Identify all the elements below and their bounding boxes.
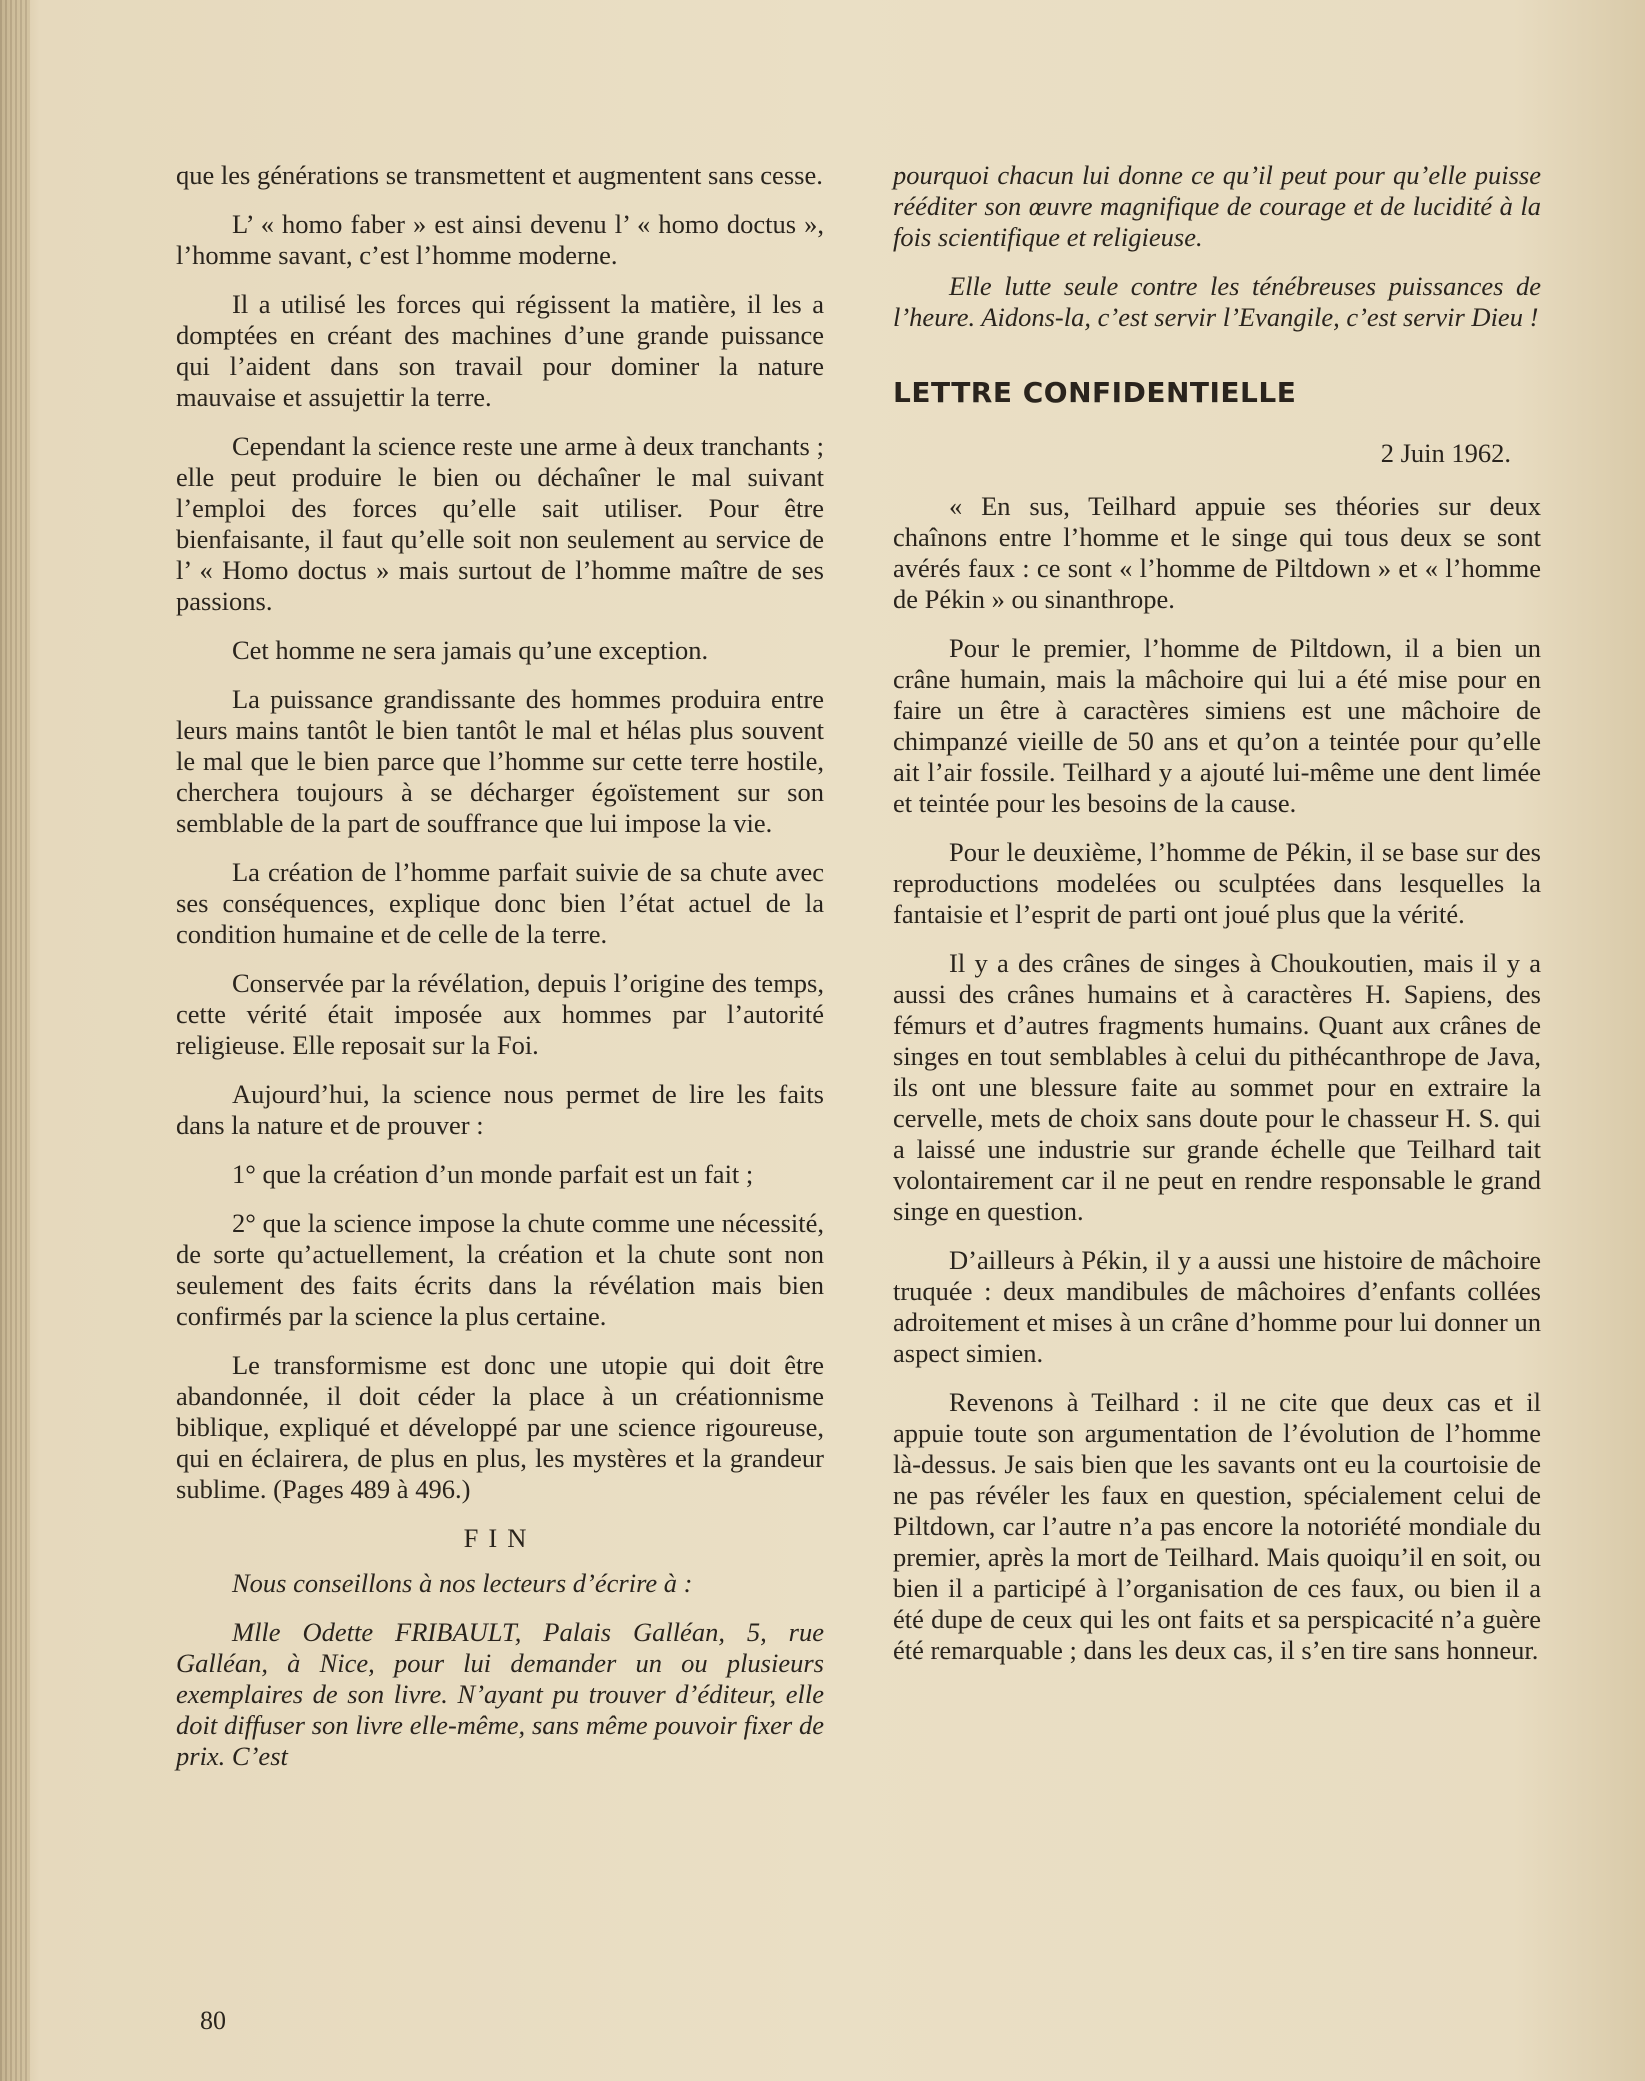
paragraph: Il a utilisé les forces qui régissent la matière, il les a domptées en créant des machines d’une grande puissance qui l’aident dans son travail pour dominer la nature mauvaise et assujettir la terre. [176, 289, 824, 412]
paragraph: Il y a des crânes de singes à Choukoutien, mais il y a aussi des crânes humains et à caractères H. Sapiens, des fémurs et d’autres fragments humains. Quant aux crânes de singes en tout semblables à celui du pithécanthrope de Java, ils ont une blessure faite au sommet pour en extraire la cervelle, mets de choix sans doute pour le chasseur H. S. qui a laissé une industrie sur grande échelle que Teilhard tait volontairement car il ne peut en rendre responsable le grand singe en question. [893, 948, 1541, 1226]
italic-paragraph: Elle lutte seule contre les ténébreuses puissances de l’heure. Aidons-la, c’est servir l’Evangile, c’est servir Dieu ! [893, 271, 1541, 332]
paragraph: D’ailleurs à Pékin, il y a aussi une histoire de mâchoire truquée : deux mandibules de mâchoires d’enfants collées adroitement et mises à un crâne d’homme pour lui donner un aspect simien. [893, 1245, 1541, 1368]
paragraph: « En sus, Teilhard appuie ses théories sur deux chaînons entre l’homme et le singe qui tous deux se sont avérés faux : ce sont « l’homme de Piltdown » et « l’homme de Pékin » ou sinanthrope. [893, 491, 1541, 614]
page-number: 80 [200, 2006, 226, 2035]
paragraph: Pour le deuxième, l’homme de Pékin, il se base sur des reproductions modelées ou sculptées dans lesquelles la fantaisie et l’esprit de parti ont joué plus que la vérité. [893, 837, 1541, 929]
paragraph: Conservée par la révélation, depuis l’origine des temps, cette vérité était imposée aux hommes par l’autorité religieuse. Elle reposait sur la Foi. [176, 968, 824, 1060]
paragraph: Cependant la science reste une arme à deux tranchants ; elle peut produire le bien ou déchaîner le mal suivant l’emploi des forces qu’elle sait utiliser. Pour être bienfaisante, il faut qu’elle soit non seulement au service de l’ « Homo doctus » mais surtout de l’homme maître de ses passions. [176, 431, 824, 616]
paragraph: Le transformisme est donc une utopie qui doit être abandonnée, il doit céder la place à un créationnisme biblique, expliqué et développé par une science rigoureuse, qui en éclairera, de plus en plus, les mystères et la grandeur sublime. (Pages 489 à 496.) [176, 1350, 824, 1504]
paragraph: 1° que la création d’un monde parfait est un fait ; [232, 1159, 754, 1189]
advice-paragraph: Nous conseillons à nos lecteurs d’écrire à : [232, 1568, 693, 1598]
letter-date: 2 Juin 1962. [1380, 438, 1511, 468]
address-paragraph: Mlle Odette FRIBAULT, Palais Galléan, 5, rue Galléan, à Nice, pour lui demander un ou plusieurs exemplaires de son livre. N’ayant pu trouver d’éditeur, elle doit diffuser son livre elle-même, sans même pouvoir fixer de prix. C’est [176, 1617, 824, 1771]
paragraph: La création de l’homme parfait suivie de sa chute avec ses conséquences, explique donc bien l’état actuel de la condition humaine et de celle de la terre. [176, 857, 824, 949]
paragraph: Revenons à Teilhard : il ne cite que deux cas et il appuie toute son argumentation de l’évolution de l’homme là-dessus. Je sais bien que les savants ont eu la courtoisie de ne pas révéler les faux en question, spécialement celui de Piltdown, car l’autre n’a pas encore la notoriété mondiale du premier, après la mort de Teilhard. Mais quoiqu’il en soit, ou bien il a participé à l’organisation de ces faux, ou bien il a été dupe de ceux qui les ont faits et sa perspicacité n’a guère été remarquable ; dans les deux cas, il s’en tire sans honneur. [893, 1387, 1541, 1665]
right-column [893, 160, 1541, 1684]
italic-paragraph: pourquoi chacun lui donne ce qu’il peut pour qu’elle puisse rééditer son œuvre magnifique de courage et de lucidité à la fois scientifique et religieuse. [893, 160, 1541, 252]
paragraph: que les générations se transmettent et augmentent sans cesse. [176, 160, 823, 190]
paragraph: 2° que la science impose la chute comme une nécessité, de sorte qu’actuellement, la création et la chute sont non seulement des faits écrits dans la révélation mais bien confirmés par la science la plus certaine. [176, 1208, 824, 1331]
book-binding-edge [0, 0, 30, 2081]
paragraph: Cet homme ne sera jamais qu’une exception. [232, 635, 709, 665]
paragraph: Pour le premier, l’homme de Piltdown, il a bien un crâne humain, mais la mâchoire qui lui a été mise pour en faire un être à caractères simiens est une mâchoire de chimpanzé vieille de 50 ans et qu’on a teintée pour qu’elle ait l’air fossile. Teilhard y a ajouté lui-même une dent limée et teintée pour les besoins de la cause. [893, 633, 1541, 818]
fin-label: FIN [463, 1523, 537, 1553]
paragraph: Aujourd’hui, la science nous permet de lire les faits dans la nature et de prouver : [176, 1079, 824, 1140]
paragraph: L’ « homo faber » est ainsi devenu l’ « homo doctus », l’homme savant, c’est l’homme moderne. [176, 209, 824, 270]
section-heading: LETTRE CONFIDENTIELLE [893, 376, 1297, 409]
left-column [176, 160, 824, 1790]
paragraph: La puissance grandissante des hommes produira entre leurs mains tantôt le bien tantôt le mal et hélas plus souvent le mal que le bien parce que l’homme sur cette terre hostile, cherchera toujours à se décharger égoïstement sur son semblable de la part de souffrance que lui impose la vie. [176, 684, 824, 838]
